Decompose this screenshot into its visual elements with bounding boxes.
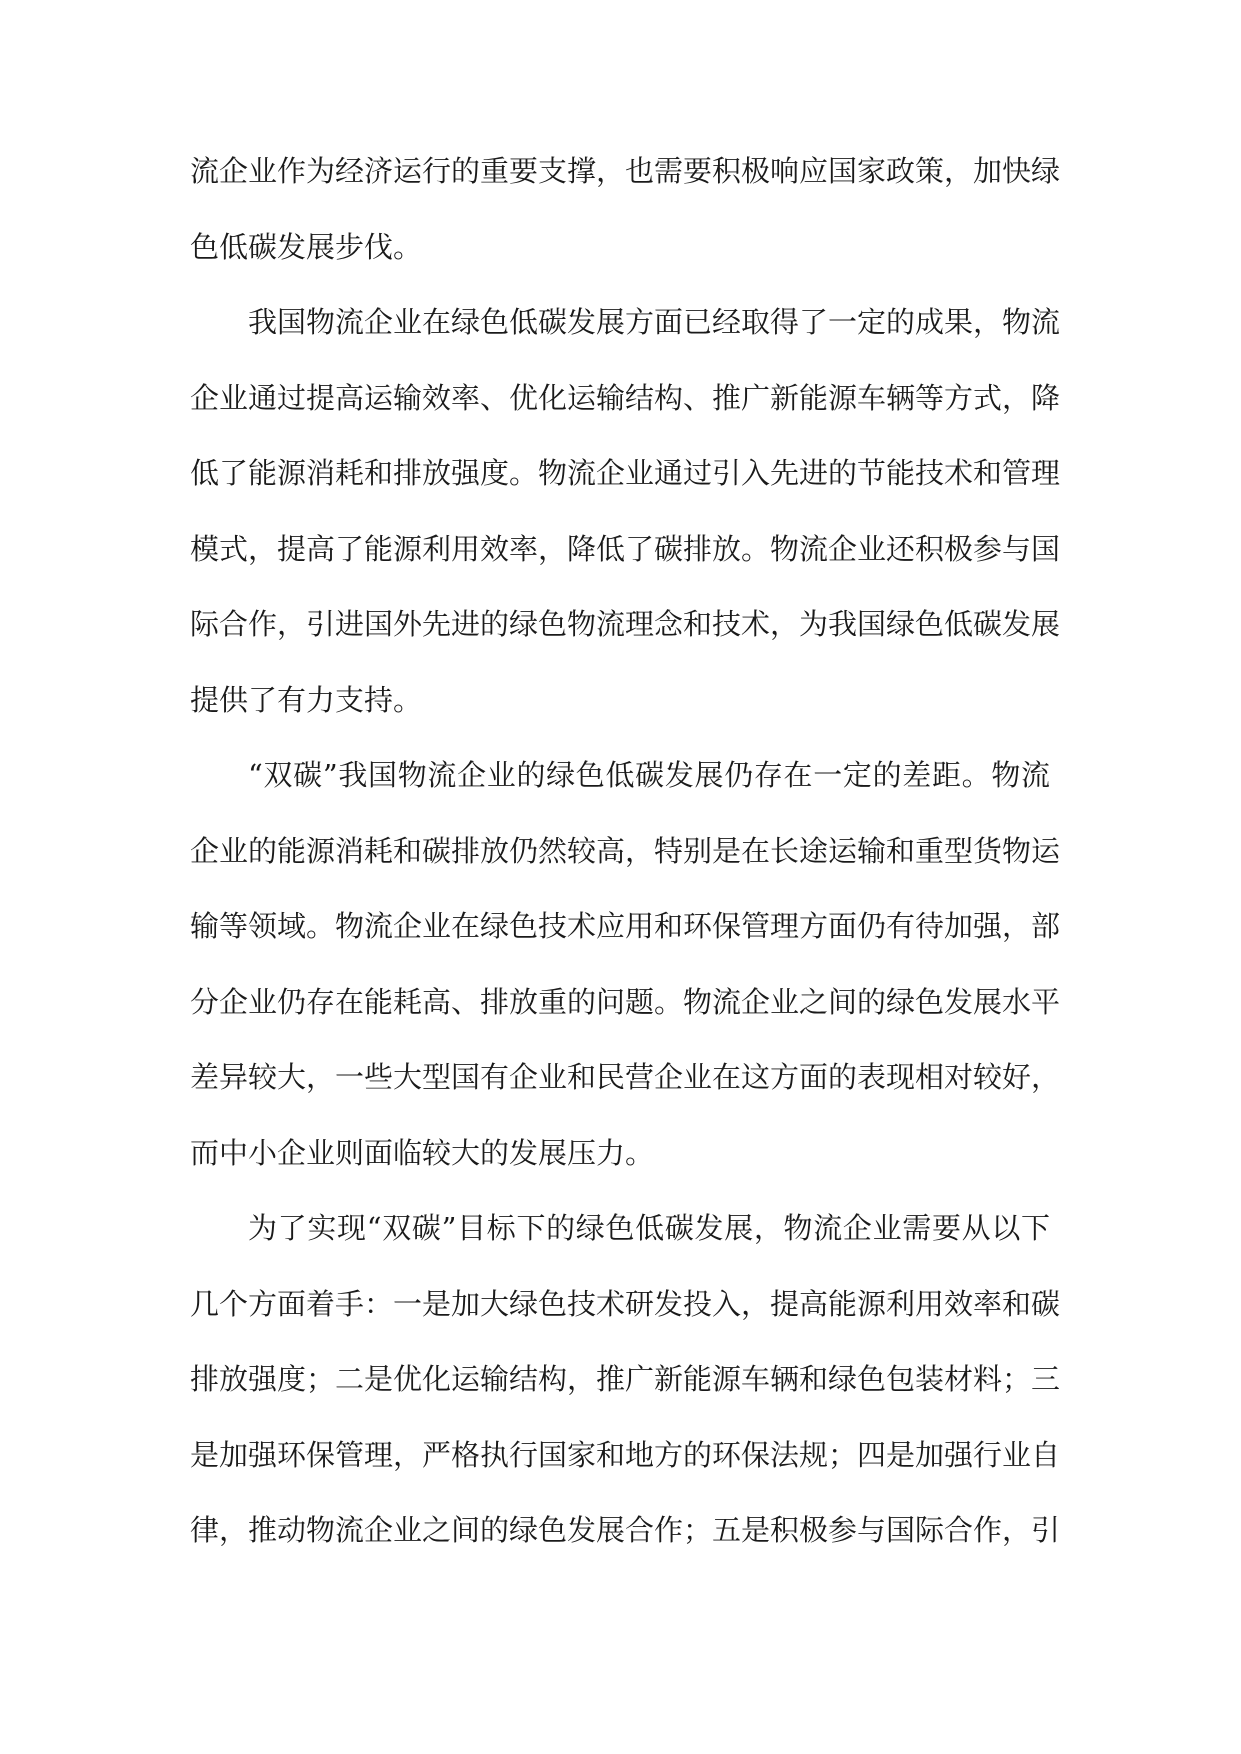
paragraph-3-line-1: “双碳”我国物流企业的绿色低碳发展仍存在一定的差距。物流 <box>248 758 1050 792</box>
paragraph-2-line-1: 我国物流企业在绿色低碳发展方面已经取得了一定的成果，物流 <box>248 305 1061 339</box>
paragraph-1-line-2: 色低碳发展步伐。 <box>190 229 423 264</box>
paragraph-3-line-4: 分企业仍存在能耗高、排放重的问题。物流企业之间的绿色发展水平 <box>190 984 1061 1019</box>
paragraph-2-line-2: 企业通过提高运输效率、优化运输结构、推广新能源车辆等方式，降 <box>190 380 1061 415</box>
paragraph-4-line-3: 排放强度；二是优化运输结构，推广新能源车辆和绿色包装材料；三 <box>190 1362 1061 1396</box>
paragraph-4-line-5: 律，推动物流企业之间的绿色发展合作；五是积极参与国际合作，引 <box>190 1513 1061 1547</box>
paragraph-4-line-2: 几个方面着手：一是加大绿色技术研发投入，提高能源利用效率和碳 <box>190 1286 1061 1321</box>
paragraph-3-line-2: 企业的能源消耗和碳排放仍然较高，特别是在长途运输和重型货物运 <box>190 833 1061 868</box>
paragraph-2-line-3: 低了能源消耗和排放强度。物流企业通过引入先进的节能技术和管理 <box>190 456 1061 490</box>
paragraph-4-line-4: 是加强环保管理，严格执行国家和地方的环保法规；四是加强行业自 <box>190 1437 1061 1472</box>
paragraph-1-line-1: 流企业作为经济运行的重要支撑，也需要积极响应国家政策，加快绿 <box>190 154 1061 188</box>
paragraph-2-line-4: 模式，提高了能源利用效率，降低了碳排放。物流企业还积极参与国 <box>190 531 1061 566</box>
document-body <box>190 134 1061 1569</box>
paragraph-1 <box>190 134 1061 285</box>
paragraph-3 <box>190 738 1061 1191</box>
paragraph-4 <box>190 1191 1061 1569</box>
paragraph-3-line-3: 输等领域。物流企业在绿色技术应用和环保管理方面仍有待加强，部 <box>190 909 1061 943</box>
paragraph-4-line-1: 为了实现“双碳”目标下的绿色低碳发展，物流企业需要从以下 <box>248 1211 1050 1245</box>
paragraph-3-line-6: 而中小企业则面临较大的发展压力。 <box>190 1135 655 1170</box>
paragraph-2-line-6: 提供了有力支持。 <box>190 682 423 717</box>
paragraph-2 <box>190 285 1061 738</box>
paragraph-3-line-5: 差异较大，一些大型国有企业和民营企业在这方面的表现相对较好， <box>190 1060 1061 1094</box>
paragraph-2-line-5: 际合作，引进国外先进的绿色物流理念和技术，为我国绿色低碳发展 <box>190 607 1061 641</box>
